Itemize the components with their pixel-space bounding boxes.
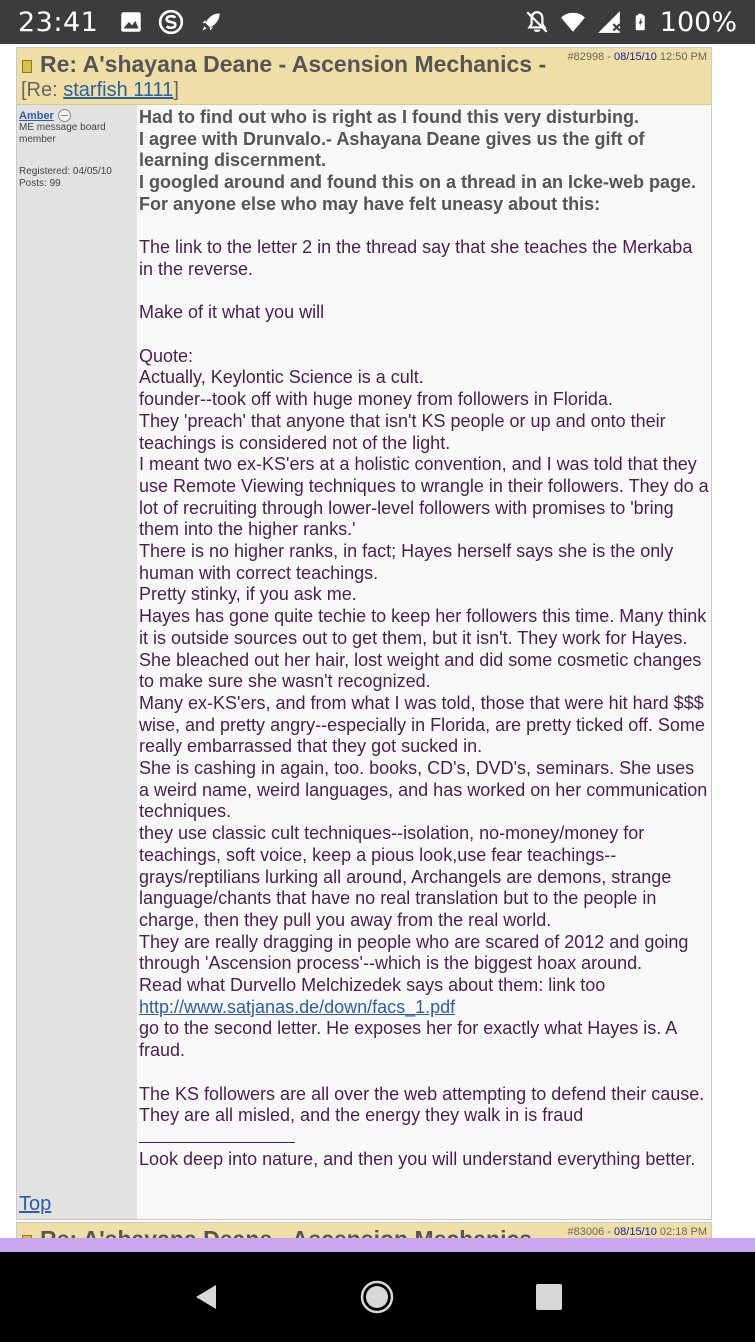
- message-line: I agree with Drunvalo.- Ashayana Deane gives us the gift of learning discernment.: [139, 128, 645, 171]
- quote-line: They 'preach' that anyone that isn't KS people or up and onto their teachings is considered not of the light.: [139, 410, 666, 453]
- signature: Look deep into nature, and then you will understand everything better.: [139, 1148, 696, 1169]
- quote-line: They are really dragging in people who are scared of 2012 and going through 'Ascension process'--which is the biggest hoax around.: [139, 931, 689, 974]
- system-icons: [524, 7, 737, 38]
- reply-to-line: [Re: starfish 1111]: [21, 79, 179, 101]
- quote-line: Many ex-KS'ers, and from what I was told, those that were hit hard $$$ wise, and pretty angry--especially in Florida, are pretty ticked off. Some really embarrassed that they got sucked in.: [139, 692, 705, 757]
- home-button[interactable]: [347, 1267, 407, 1327]
- quote-line: they use classic cult techniques--isolation, no-money/money for teachings, soft voice, keep a pious look,use fear teachings--grays/reptilians lurking all around, Archangels are demons, strange language/chants that have no real translation but to the people in charge, then they pull you away from the real world.: [139, 823, 672, 930]
- signal-icon: [596, 9, 622, 35]
- message-paragraph: The link to the letter 2 in the thread say that she teaches the Merkaba in the reverse.: [139, 237, 693, 279]
- rocket-icon: [198, 9, 224, 35]
- post-title: Re: A'shayana Deane - Ascension Mechanics -: [40, 51, 547, 77]
- quote-line: Hayes has gone quite techie to keep her followers this time. Many think it is outside sources out to get them, but it isn't. They work for Hayes.: [139, 606, 707, 648]
- notification-icons: [118, 9, 224, 35]
- battery-icon: [632, 9, 650, 35]
- offline-status-icon: [58, 109, 71, 122]
- post-message: [137, 105, 711, 1219]
- post-meta: [568, 51, 707, 63]
- author-name-link[interactable]: Amber: [19, 109, 54, 122]
- quote-line: Pretty stinky, if you ask me.: [139, 584, 357, 605]
- author-role: ME message board member: [19, 122, 106, 145]
- post-time: 12:50 PM: [656, 51, 707, 63]
- reply-to-link[interactable]: starfish 1111: [63, 79, 174, 101]
- recents-button[interactable]: [519, 1267, 579, 1327]
- image-icon: [118, 9, 144, 35]
- quote-line: There is no higher ranks, in fact; Hayes herself says she is the only human with correct teachings.: [139, 541, 674, 583]
- status-time: 23:41: [18, 6, 99, 38]
- message-paragraph: The KS followers are all over the web attempting to defend their cause. They are all misled, and the energy they walk in is fraud: [139, 1083, 705, 1126]
- message-line: I googled around and found this on a thread in an Icke-web page.: [139, 172, 697, 193]
- quote-line: Read what Durvello Melchizedek says about them: link too: [139, 975, 606, 996]
- quote-line: Actually, Keylontic Science is a cult.: [139, 367, 424, 388]
- quote-line: Quote:: [139, 345, 194, 366]
- recents-icon: [534, 1282, 564, 1312]
- post-date-link[interactable]: 08/15/10: [614, 1226, 657, 1238]
- quote-line: founder--took off with huge money from followers in Florida.: [139, 389, 613, 410]
- post-body: [17, 105, 711, 1219]
- message-paragraph: go to the second letter. He exposes her for exactly what Hayes is. A fraud.: [139, 1018, 677, 1061]
- battery-percent: 100%: [659, 6, 737, 38]
- quote-line: I meant two ex-KS'ers at a holistic convention, and I was told that they use Remote Viewing techniques to wrangle in their followers. They do a lot of recruiting through lower-level followers with promises to 'bring them into the higher ranks.': [139, 454, 709, 540]
- message-paragraph: Make of it what you will: [139, 302, 325, 323]
- post-time: 02:18 PM: [656, 1226, 707, 1238]
- page-footer-strip: [0, 1238, 755, 1252]
- status-bar: [0, 0, 755, 44]
- forum-post: [16, 47, 712, 1220]
- quote-line: She is cashing in again, too. books, CD's, DVD's, seminars. She uses a weird name, weird languages, and has worked on her communication techniques.: [139, 758, 708, 822]
- author-registered: Registered: 04/05/10: [19, 166, 112, 177]
- mute-icon: [524, 9, 550, 35]
- post-date-link[interactable]: 08/15/10: [614, 51, 657, 63]
- top-link[interactable]: Top: [19, 1193, 52, 1215]
- home-icon: [359, 1279, 395, 1315]
- post-id: #83006 -: [567, 1226, 615, 1238]
- page-content[interactable]: [0, 44, 755, 1252]
- post-meta: [568, 1226, 707, 1238]
- author-panel: [17, 105, 137, 1219]
- author-post-count: Posts: 99: [19, 178, 61, 189]
- pdf-link[interactable]: http://www.satjanas.de/down/facs_1.pdf: [139, 996, 456, 1017]
- message-line: For anyone else who may have felt uneasy about this:: [139, 193, 601, 214]
- s-app-icon: [158, 9, 184, 35]
- wifi-icon: [560, 9, 586, 35]
- signature-divider: [139, 1131, 295, 1143]
- post-icon: [22, 60, 32, 73]
- navigation-bar: [0, 1252, 755, 1342]
- back-icon: [190, 1281, 222, 1313]
- post-id: #82998 -: [567, 51, 615, 63]
- message-line: Had to find out who is right as I found this very disturbing.: [139, 107, 639, 127]
- back-button[interactable]: [176, 1267, 236, 1327]
- post-header: [17, 48, 711, 105]
- quote-line: She bleached out her hair, lost weight and did some cosmetic changes to make sure she wasn't recognized.: [139, 649, 702, 692]
